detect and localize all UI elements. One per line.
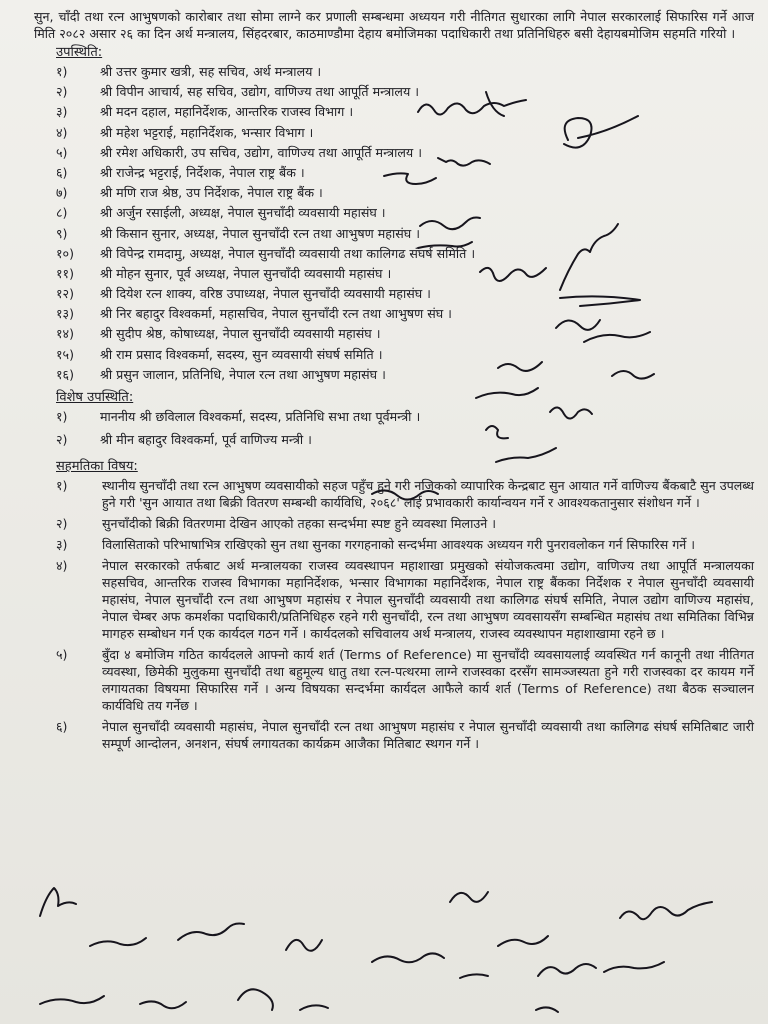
item-text: श्री मदन दहाल, महानिर्देशक, आन्तरिक राजस्व विभाग । bbox=[100, 104, 354, 120]
handwritten-signature bbox=[286, 940, 322, 951]
item-number: ९) bbox=[56, 225, 68, 241]
item-number: १२) bbox=[56, 286, 75, 302]
item-number: ५) bbox=[56, 144, 68, 160]
item-text: श्री विपेन्द्र रामदामु, अध्यक्ष, नेपाल सुनचाँदी व्यवसायी तथा कालिगढ संघर्ष समिति । bbox=[100, 245, 476, 261]
item-number: २) bbox=[56, 431, 68, 447]
item-number: ४) bbox=[56, 124, 68, 140]
handwritten-signature bbox=[450, 892, 488, 902]
item-number: १३) bbox=[56, 306, 75, 322]
handwritten-signature bbox=[476, 388, 538, 398]
handwritten-signature bbox=[560, 224, 618, 290]
item-text: श्री निर बहादुर विश्वकर्मा, महासचिव, नेपाल सुनचाँदी रत्न तथा आभुषण संघ । bbox=[100, 306, 452, 322]
item-number: १) bbox=[56, 477, 68, 493]
item-text: माननीय श्री छविलाल विश्वकर्मा, सदस्य, प्रतिनिधि सभा तथा पूर्वमन्त्री । bbox=[100, 408, 421, 424]
handwritten-signature bbox=[556, 320, 600, 330]
item-number: ११) bbox=[56, 265, 75, 281]
attendance-heading: उपस्थिति: bbox=[56, 45, 103, 60]
item-text: श्री उत्तर कुमार खत्री, सह सचिव, अर्थ मन्त्रालय । bbox=[100, 64, 322, 79]
handwritten-signature bbox=[486, 426, 508, 438]
item-number: २) bbox=[56, 515, 68, 531]
handwritten-signature bbox=[496, 448, 556, 462]
item-text: श्री किसान सुनार, अध्यक्ष, नेपाल सुनचाँदी रत्न तथा आभुषण महासंघ । bbox=[100, 225, 420, 241]
handwritten-signature bbox=[420, 218, 480, 230]
item-number: ३) bbox=[56, 536, 68, 552]
special-attendance-heading: विशेष उपस्थिति: bbox=[56, 389, 134, 405]
item-number: १०) bbox=[56, 245, 75, 261]
handwritten-signature bbox=[418, 92, 526, 116]
item-number: ३) bbox=[56, 104, 68, 120]
handwritten-signature bbox=[538, 964, 596, 976]
handwritten-signature bbox=[40, 996, 104, 1004]
handwritten-signature bbox=[584, 332, 650, 342]
item-number: १६) bbox=[56, 366, 75, 382]
intro-paragraph: सुन, चाँदी तथा रत्न आभुषणको कारोबार तथा सोमा लाग्ने कर प्रणाली सम्बन्धमा अध्ययन गरी नीतिगत सुधारका लागि नेपाल सरकारलाई सिफारिस गर्ने आज मिति २०८२ असार २६ का दिन अर्थ मन्त्रालय, सिंहदरबार, काठमाण्डौमा देहाय बमोजिमका पदाधिकारी तथा प्रतिनिधिहरु बसी देहायबमोजिम सहमति गरियो । bbox=[34, 9, 754, 41]
item-number: ८) bbox=[56, 205, 68, 221]
handwritten-signature bbox=[418, 242, 472, 248]
item-text: श्री दियेश रत्न शाक्य, वरिष्ठ उपाध्यक्ष, नेपाल सुनचाँदी व्यवसायी महासंघ । bbox=[100, 286, 431, 302]
handwritten-signature bbox=[480, 268, 546, 281]
item-text: श्री मीन बहादुर विश्वकर्मा, पूर्व वाणिज्य मन्त्री । bbox=[100, 431, 312, 447]
item-number: ६) bbox=[56, 164, 68, 180]
handwritten-signature bbox=[560, 296, 640, 306]
handwritten-signature bbox=[620, 902, 712, 919]
handwritten-signature bbox=[498, 362, 542, 371]
item-text: नेपाल सरकारको तर्फबाट अर्थ मन्त्रालयका राजस्व व्यवस्थापन महाशाखा प्रमुखको संयोजकत्वमा उद्योग, वाणिज्य तथा आपूर्ति मन्त्रालयका सहसचिव, आन्तरिक राजस्व विभागका महानिर्देशक, भन्सार विभागका महानिर्देशक, नेपाल राष्ट्र बैंकका निर्देशक र नेपाल सुनचाँदी व्यवसायी महासंघ, नेपाल सुनचाँदी रत्न तथा आभुषण महासंघ र नेपाल सुनचाँदी व्यवसायी तथा कालिगढ संघर्ष समिति, नेपाल उद्योग वाणिज्य महासंघ, नेपाल चेम्बर अफ कमर्शका पदाधिकारी/प्रतिनिधिहरु रहने गरी सुनचाँदी, रत्न तथा आभुषण व्यवसायसँग सम्बन्धित महासंघ तथा समितिका विभिन्न मागहरु सम्बोधन गर्न एक कार्यदल गठन गर्ने । कार्यदलको सचिवालय अर्थ मन्त्रालय, राजस्व व्यवस्थापन महाशाखामा रहने छ । bbox=[102, 557, 754, 641]
item-text: श्री मोहन सुनार, पूर्व अध्यक्ष, नेपाल सुनचाँदी व्यवसायी महासंघ । bbox=[100, 265, 392, 281]
handwritten-signature bbox=[384, 173, 436, 184]
item-number: ७) bbox=[56, 185, 68, 201]
handwritten-signature bbox=[550, 407, 592, 418]
item-number: ६) bbox=[56, 718, 68, 734]
item-number: २) bbox=[56, 84, 68, 100]
handwritten-signature bbox=[498, 936, 548, 946]
handwritten-signature bbox=[460, 974, 488, 978]
handwritten-signature bbox=[300, 1005, 328, 1010]
item-number: ५) bbox=[56, 646, 68, 662]
item-text: सुनचाँदीको बिक्री वितरणमा देखिन आएको तहका सन्दर्भमा स्पष्ट हुने व्यवस्था मिलाउने । bbox=[102, 515, 497, 531]
handwritten-signature bbox=[178, 924, 244, 941]
item-number: १) bbox=[56, 64, 68, 79]
item-text: श्री मणि राज श्रेष्ठ, उप निर्देशक, नेपाल राष्ट्र बैंक । bbox=[100, 185, 323, 201]
handwritten-signature bbox=[140, 1001, 186, 1008]
item-text: श्री राजेन्द्र भट्टराई, निर्देशक, नेपाल राष्ट्र बैंक । bbox=[100, 164, 305, 180]
item-text: श्री विपीन आचार्य, सह सचिव, उद्योग, वाणिज्य तथा आपूर्ति मन्त्रालय । bbox=[100, 84, 420, 100]
agreement-heading: सहमतिका विषय: bbox=[56, 458, 138, 474]
handwritten-signature bbox=[604, 962, 664, 972]
handwritten-signature bbox=[612, 371, 654, 379]
handwritten-signature bbox=[438, 158, 490, 166]
handwritten-signature bbox=[238, 989, 273, 1010]
item-text: नेपाल सुनचाँदी व्यवसायी महासंघ, नेपाल सुनचाँदी रत्न तथा आभुषण महासंघ र नेपाल सुनचाँदी व्यवसायी तथा कालिगढ संघर्ष समितिबाट जारी सम्पूर्ण आन्दोलन, अनशन, संघर्ष लगायतका कार्यक्रम आजैका मितिबाट स्थगन गर्ने । bbox=[102, 718, 754, 751]
item-text: बुँदा ४ बमोजिम गठित कार्यदलले आफ्नो कार्य शर्त (Terms of Reference) मा सुनचाँदी व्यवसायलाई व्यवस्थित गर्न कानूनी तथा नीतिगत व्यवस्था, छिमेकी मुलुकमा सुनचाँदी तथा बहुमूल्य धातु तथा रत्न-पत्थरमा लाग्ने राजस्वका दरसँग सामञ्जस्यता हुने गरी राजस्वका दर कायम गर्ने लगायतका विषयमा सिफारिस गर्ने । अन्य विषयका सन्दर्भमा कार्यदल आफैले कार्य शर्त (Terms of Reference) तथा बैठक सञ्चालन कार्यविधि तय गर्नेछ । bbox=[102, 646, 754, 713]
item-text: विलासिताको परिभाषाभित्र राखिएको सुन तथा सुनका गरगहनाको सन्दर्भमा आवश्यक अध्ययन गरी पुनरावलोकन गर्न सिफारिस गर्ने । bbox=[102, 536, 696, 552]
handwritten-signature bbox=[40, 888, 76, 916]
handwritten-signature bbox=[372, 953, 444, 962]
item-text: श्री महेश भट्टराई, महानिर्देशक, भन्सार विभाग । bbox=[100, 124, 314, 140]
item-number: १५) bbox=[56, 346, 75, 362]
item-text: श्री राम प्रसाद विश्वकर्मा, सदस्य, सुन व्यवसायी संघर्ष समिति । bbox=[100, 346, 383, 362]
item-number: १) bbox=[56, 408, 68, 424]
handwritten-signature bbox=[536, 1007, 558, 1012]
item-text: स्थानीय सुनचाँदी तथा रत्न आभुषण व्यवसायीको सहज पहुँच हुने गरी नजिकको व्यापारिक केन्द्रबाट सुन आयात गर्ने वाणिज्य बैंकबाटै सुन उपलब्ध हुने गरी 'सुन आयात तथा बिक्री वितरण सम्बन्धी कार्यविधि, २०६८' लाई प्रभावकारी कार्यान्वयन गर्ने र आवश्यकतानुसार संशोधन गर्ने । bbox=[102, 477, 754, 510]
item-text: श्री अर्जुन रसाईली, अध्यक्ष, नेपाल सुनचाँदी व्यवसायी महासंघ । bbox=[100, 205, 386, 221]
handwritten-signature bbox=[564, 116, 638, 148]
handwritten-signature bbox=[90, 938, 146, 946]
item-text: श्री सुदीप श्रेष्ठ, कोषाध्यक्ष, नेपाल सुनचाँदी व्यवसायी महासंघ । bbox=[100, 326, 381, 342]
item-text: श्री प्रसुन जालान, प्रतिनिधि, नेपाल रत्न तथा आभुषण महासंघ । bbox=[100, 366, 386, 382]
item-number: १४) bbox=[56, 326, 75, 342]
handwritten-signature bbox=[372, 490, 438, 499]
item-number: ४) bbox=[56, 557, 68, 573]
item-text: श्री रमेश अधिकारी, उप सचिव, उद्योग, वाणिज्य तथा आपूर्ति मन्त्रालय । bbox=[100, 144, 423, 160]
